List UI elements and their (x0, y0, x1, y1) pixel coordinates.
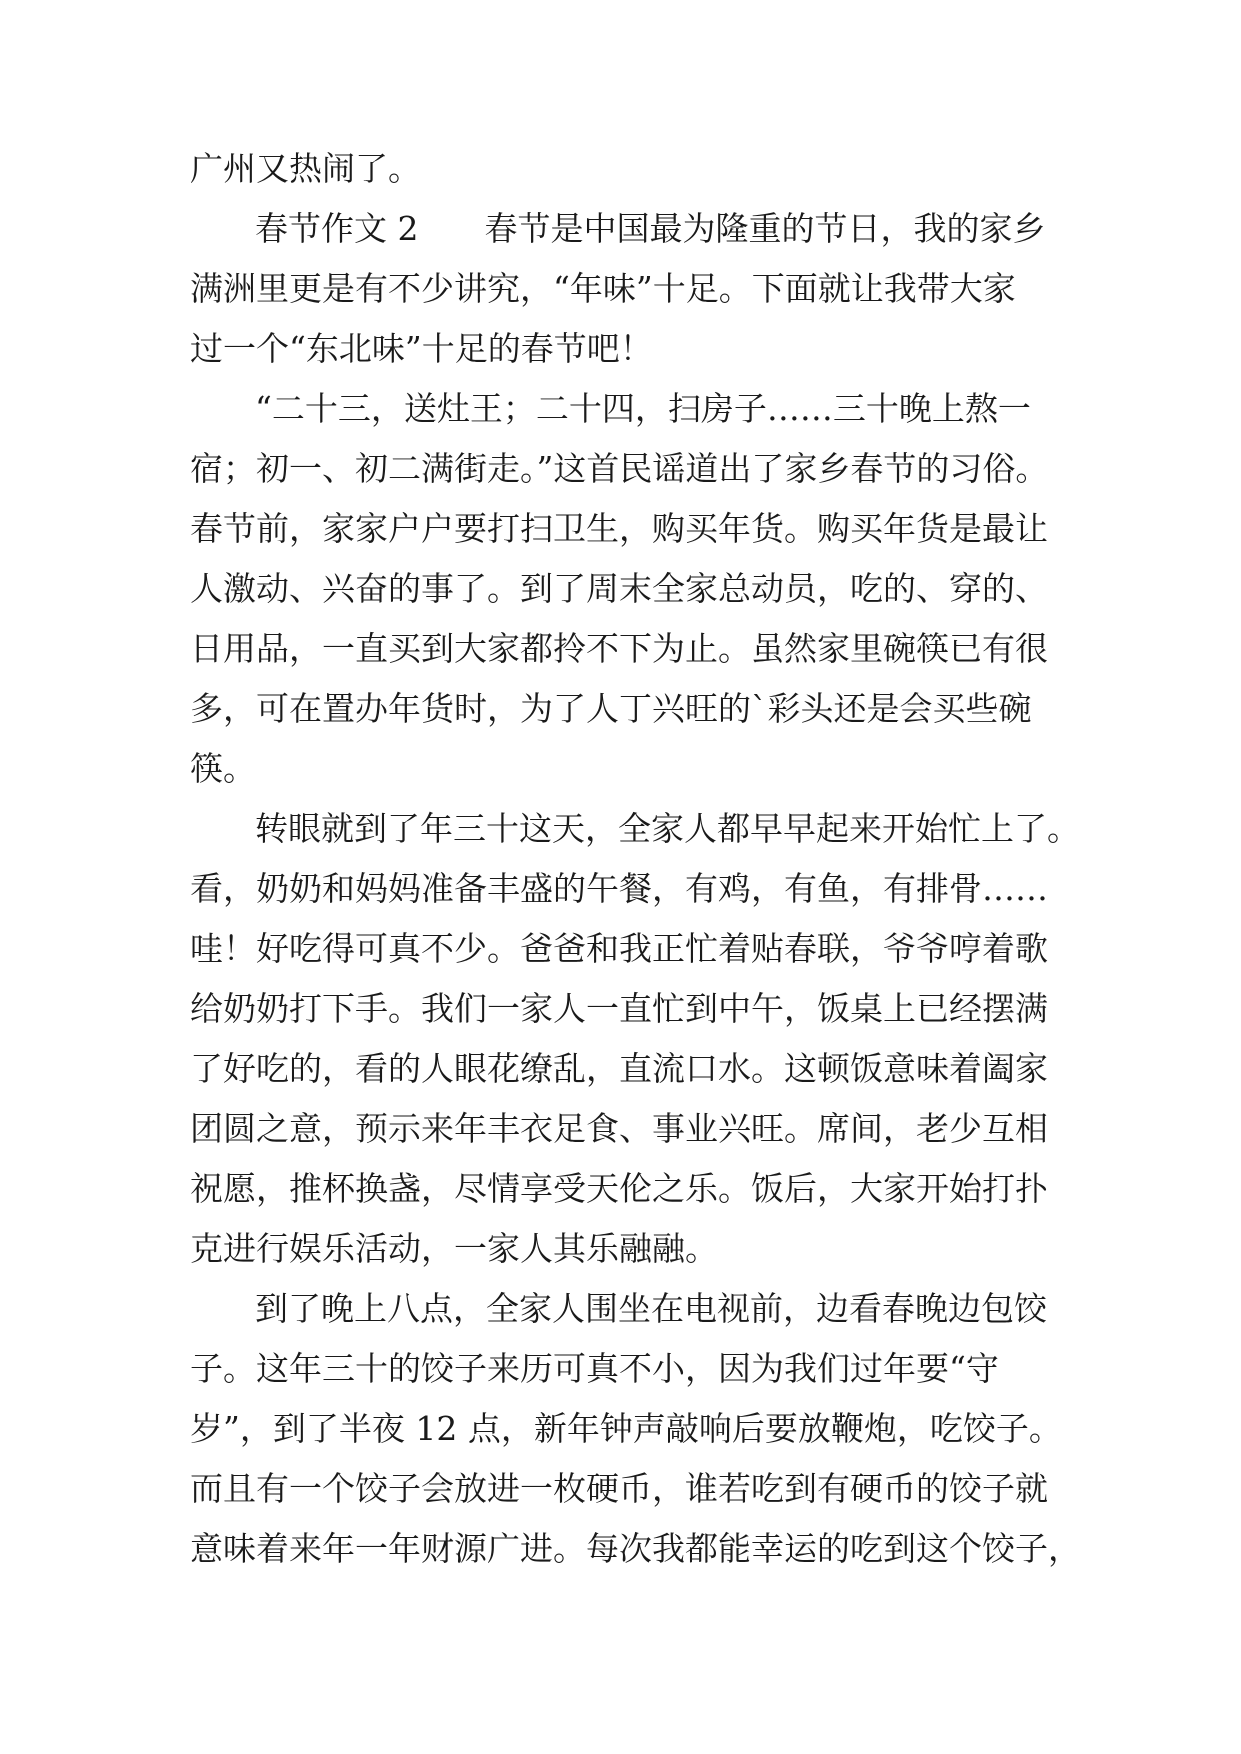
text-line: 意味着来年一年财源广进。每次我都能幸运的吃到这个饺子， (190, 1529, 1081, 1568)
text-line: 日用品，一直买到大家都拎不下为止。虽然家里碗筷已有很 (190, 629, 1048, 668)
text-line: 广州又热闹了。 (190, 149, 421, 188)
text-line: 满洲里更是有不少讲究，“年味”十足。下面就让我带大家 (190, 269, 1016, 308)
text-line: 而且有一个饺子会放进一枚硬币，谁若吃到有硬币的饺子就 (190, 1469, 1048, 1508)
text-line: 给奶奶打下手。我们一家人一直忙到中午，饭桌上已经摆满 (190, 989, 1048, 1028)
text-line: 团圆之意，预示来年丰衣足食、事业兴旺。席间，老少互相 (190, 1109, 1048, 1148)
text-line: 多，可在置办年货时，为了人丁兴旺的`彩头还是会买些碗 (190, 689, 1032, 728)
text-line: 克进行娱乐活动，一家人其乐融融。 (190, 1229, 718, 1268)
text-line: “二十三，送灶王；二十四，扫房子……三十晚上熬一 (255, 389, 1031, 428)
text-line: 了好吃的，看的人眼花缭乱，直流口水。这顿饭意味着阖家 (190, 1049, 1048, 1088)
text-line: 春节作文 2 春节是中国最为隆重的节日，我的家乡 (255, 209, 1046, 248)
text-line: 子。这年三十的饺子来历可真不小，因为我们过年要“守 (190, 1349, 999, 1388)
text-line: 人激动、兴奋的事了。到了周末全家总动员，吃的、穿的、 (190, 569, 1048, 608)
text-line: 岁”，到了半夜 12 点，新年钟声敲响后要放鞭炮，吃饺子。 (190, 1409, 1062, 1448)
text-line: 春节前，家家户户要打扫卫生，购买年货。购买年货是最让 (190, 509, 1048, 548)
text-line: 到了晚上八点，全家人围坐在电视前，边看春晚边包饺 (255, 1289, 1047, 1328)
text-line: 祝愿，推杯换盏，尽情享受天伦之乐。饭后，大家开始打扑 (190, 1169, 1048, 1208)
text-line: 过一个“东北味”十足的春节吧！ (190, 329, 653, 368)
text-line: 看，奶奶和妈妈准备丰盛的午餐，有鸡，有鱼，有排骨…… (190, 869, 1048, 908)
text-line: 哇！好吃得可真不少。爸爸和我正忙着贴春联，爷爷哼着歌 (190, 929, 1048, 968)
text-line: 筷。 (190, 749, 256, 788)
text-line: 转眼就到了年三十这天，全家人都早早起来开始忙上了。 (255, 809, 1080, 848)
text-line: 宿；初一、初二满街走。”这首民谣道出了家乡春节的习俗。 (190, 449, 1049, 488)
